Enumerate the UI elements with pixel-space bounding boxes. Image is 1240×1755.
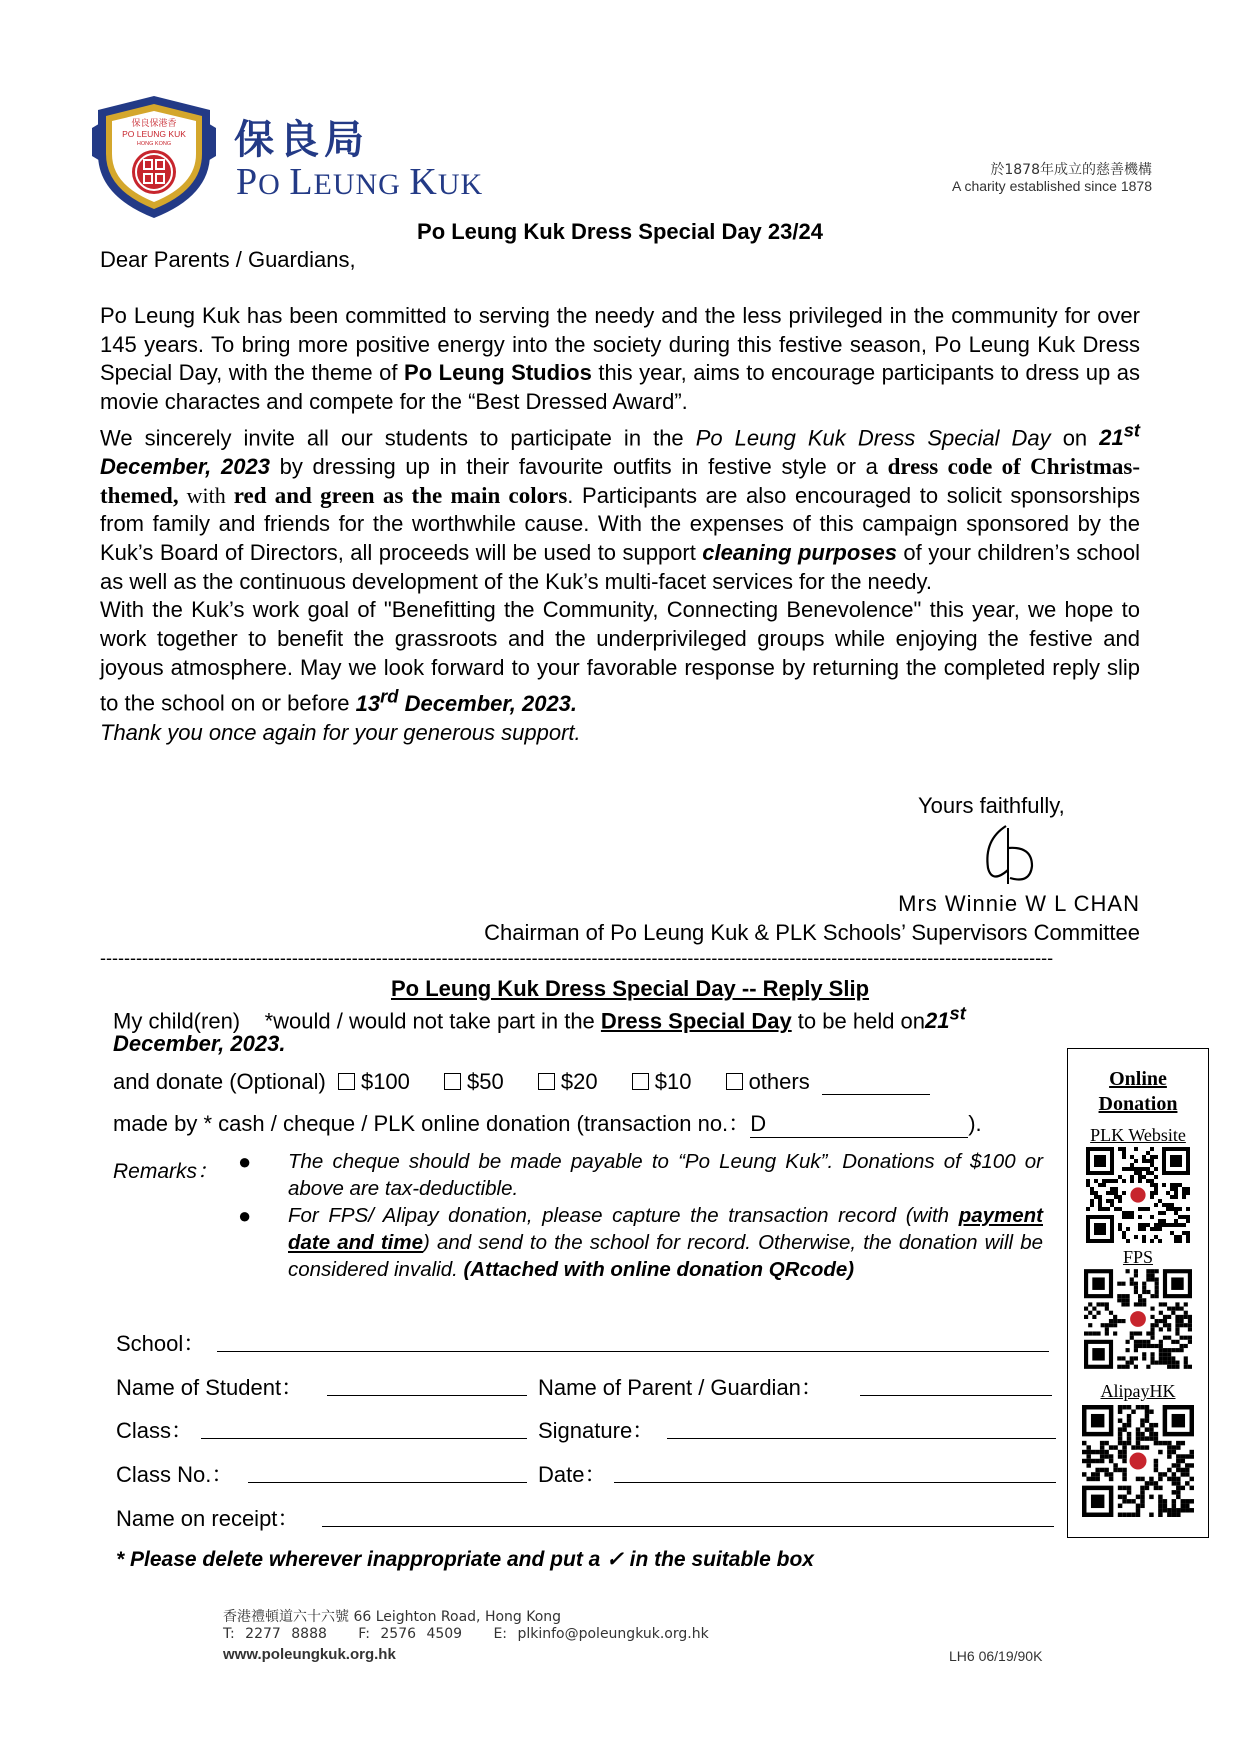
receipt-name-field[interactable] <box>322 1526 1054 1527</box>
date-field[interactable] <box>614 1482 1056 1483</box>
svg-text:PO LEUNG KUK: PO LEUNG KUK <box>122 129 186 139</box>
signature-field[interactable] <box>667 1438 1056 1439</box>
signer-title: Chairman of Po Leung Kuk & PLK Schools’ Supervisors Committee <box>484 920 1140 945</box>
svg-text:HONG KONG: HONG KONG <box>136 141 172 147</box>
footer-website[interactable]: www.poleungkuk.org.hk <box>223 1646 396 1663</box>
checkbox-10[interactable] <box>632 1073 649 1090</box>
plk-website-qr-code-icon[interactable] <box>1086 1147 1190 1243</box>
school-field[interactable] <box>217 1351 1049 1352</box>
participation-line: My child(ren) *would / would not take part in the Dress Special Day to be held on21st <box>113 1003 966 1034</box>
footer-contact: T: 2277 8888 F: 2576 4509 E: plkinfo@poleungkuk.org.hk <box>223 1626 709 1642</box>
signer-name: Mrs Winnie W L CHAN <box>898 891 1140 916</box>
remark-cheque: The cheque should be made payable to “Po Leung Kuk”. Donations of $100 or above are tax-deductible. <box>288 1150 1043 1200</box>
paragraph-4: Thank you once again for your generous support. <box>100 719 581 745</box>
checkbox-20[interactable] <box>538 1073 555 1090</box>
class-no-field[interactable] <box>248 1482 527 1483</box>
cut-line: --------------------------------------------------------------------------------------------------------------------------------------------------------------- <box>100 948 1054 968</box>
qr-label-plk-website[interactable]: PLK Website <box>1090 1125 1186 1145</box>
transaction-number-field[interactable]: D <box>750 1111 968 1138</box>
logo-chinese-name: 保良局 <box>234 116 369 163</box>
online-donation-box <box>1067 1048 1209 1538</box>
checkbox-100[interactable] <box>338 1073 355 1090</box>
donation-options-line: and donate (Optional) $100 $50 $20 $10 others <box>113 1069 930 1095</box>
fps-qr-code-icon[interactable] <box>1084 1269 1192 1369</box>
logo-english-name: PO LEUNG KUK <box>236 161 484 203</box>
parent-name-label: Name of Parent / Guardian： <box>538 1375 823 1400</box>
check-mark-icon: ✓ <box>606 1548 624 1571</box>
paragraph-1: Po Leung Kuk has been committed to serving the needy and the less privileged in the community for over 145 years. To bring more positive energy into the society during this festive season, Po Leung Kuk Dress Special Day, with the theme of Po Leung Studios this year, aims to encourage participants to dress up as movie charactes and compete for the “Best Dressed Award”. <box>100 303 1140 415</box>
svg-text:保良保港香: 保良保港香 <box>131 119 177 129</box>
remarks-label: Remarks： <box>113 1160 219 1183</box>
payment-method-line: made by * cash / cheque / PLK online donation (transaction no.：D ). <box>113 1111 982 1136</box>
footer-address: 香港禮頓道六十六號 66 Leighton Road, Hong Kong <box>223 1609 562 1625</box>
greeting: Dear Parents / Guardians, <box>100 247 356 272</box>
qr-label-alipayhk[interactable]: AlipayHK <box>1100 1381 1176 1401</box>
tagline-chinese: 於1878年成立的慈善機構 <box>990 162 1152 178</box>
checkbox-others[interactable] <box>726 1073 743 1090</box>
participation-date: December, 2023. <box>113 1031 286 1056</box>
remark-fps-alipay: For FPS/ Alipay donation, please capture the transaction record (with payment date and time) and send to the school for record. Otherwise, the donation will be considered invalid. (Attached with online donation QRcode) <box>288 1204 1044 1281</box>
bullet-1: ● <box>238 1149 252 1174</box>
student-name-label: Name of Student： <box>116 1375 304 1400</box>
qr-label-fps[interactable]: FPS <box>1122 1247 1154 1267</box>
date-label: Date： <box>538 1462 607 1487</box>
bullet-2: ● <box>238 1203 252 1228</box>
alipayhk-qr-code-icon[interactable] <box>1082 1405 1194 1517</box>
tagline-english: A charity established since 1878 <box>951 178 1152 194</box>
receipt-name-label: Name on receipt： <box>116 1506 300 1531</box>
paragraph-3: With the Kuk’s work goal of "Benefitting the Community, Connecting Benevolence" this year, we hope to work together to benefit the grassroots and the underprivileged groups while enjoying the festive and joyous atmosphere. May we look forward to your favorable response by returning the completed reply slip to the school on or before 13rd December, 2023. <box>100 597 1140 716</box>
parent-name-field[interactable] <box>860 1395 1052 1396</box>
class-label: Class： <box>116 1418 194 1443</box>
signature-label: Signature： <box>538 1418 655 1443</box>
school-label: School： <box>116 1331 206 1356</box>
student-name-field[interactable] <box>327 1395 527 1396</box>
letter-title: Po Leung Kuk Dress Special Day 23/24 <box>417 219 823 244</box>
paragraph-2: We sincerely invite all our students to participate in the Po Leung Kuk Dress Special Day on 21st December, 2023 by dressing up in their favourite outfits in festive style or a dress code of Christmas-themed, with red and green as the main colors. Participants are also encouraged to solicit sponsorships from family and friends for the worthwhile cause. With the expenses of this campaign sponsored by the Kuk’s Board of Directors, all proceeds will be used to support cleaning purposes of your children’s school as well as the continuous development of the Kuk’s multi-facet services for the needy. <box>100 419 1140 594</box>
footnote: * Please delete wherever inappropriate and put a ✓ in the suitable box <box>116 1548 814 1571</box>
form-code: LH6 06/19/90K <box>949 1648 1043 1664</box>
signature-mark <box>978 820 1038 888</box>
letter-body <box>100 302 1140 747</box>
reply-slip-title: Po Leung Kuk Dress Special Day -- Reply Slip <box>390 976 870 1001</box>
online-donation-title: Online Donation <box>1098 1068 1178 1115</box>
class-field[interactable] <box>201 1438 527 1439</box>
others-amount-field[interactable] <box>822 1074 930 1095</box>
checkbox-50[interactable] <box>444 1073 461 1090</box>
class-no-label: Class No.： <box>116 1462 234 1487</box>
closing: Yours faithfully, <box>918 793 1065 818</box>
po-leung-kuk-crest-logo <box>88 92 220 222</box>
